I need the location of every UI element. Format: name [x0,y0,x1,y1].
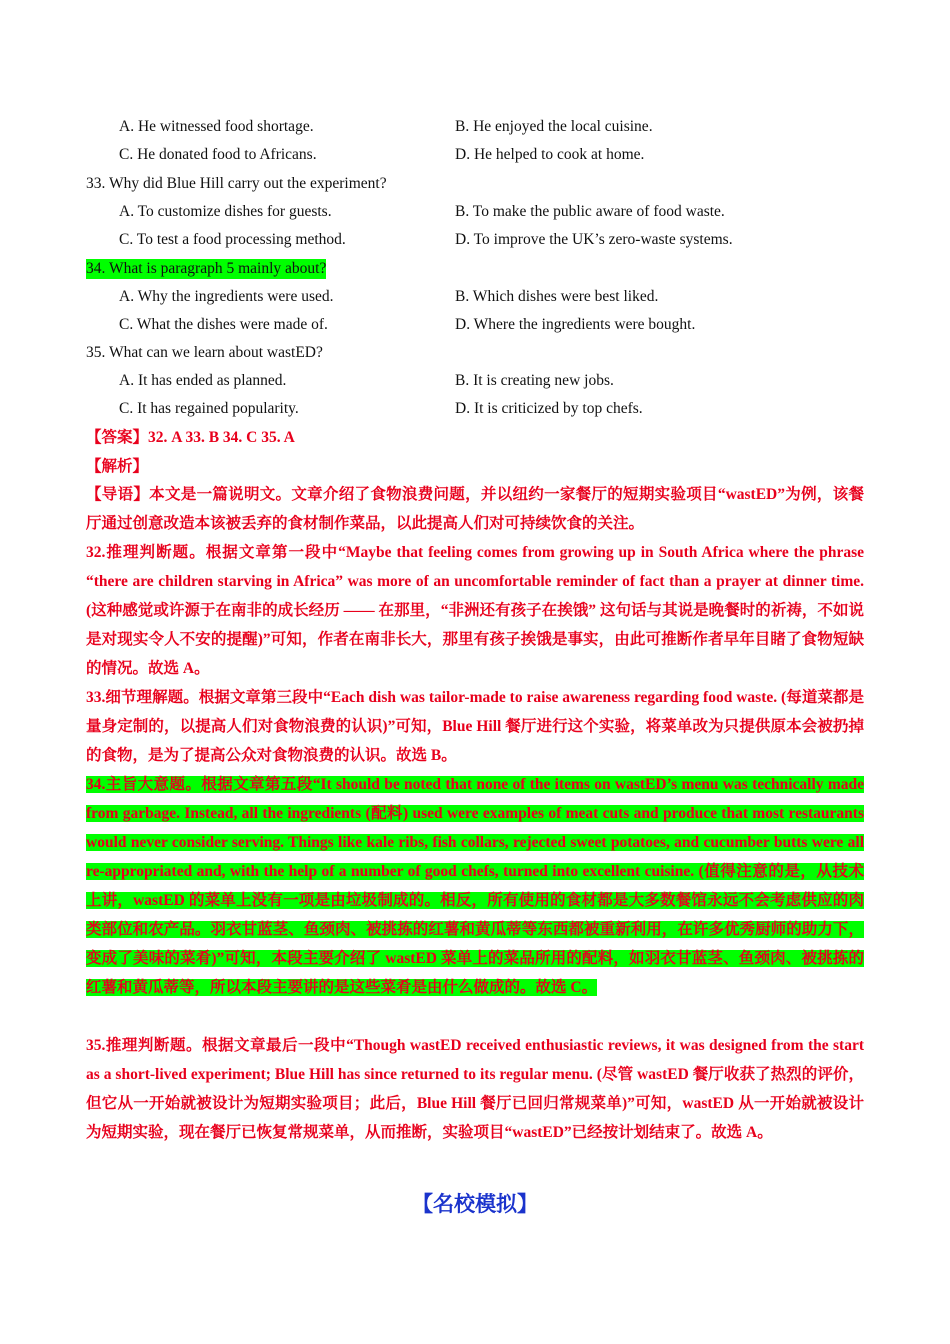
q32-option-a: A. He witnessed food shortage. [119,118,314,135]
q34-option-a: A. Why the ingredients were used. [119,288,334,305]
intro-paragraph: 【导语】本文是一篇说明文。文章介绍了食物浪费问题，并以纽约一家餐厅的短期实验项目“wastED”为例，该餐厅通过创意改造本该被丢弃的食材制作菜品，以此提高人们对可持续饮食的关注。 [86,486,864,532]
answer-line: 【答案】32. A 33. B 34. C 35. A [86,429,295,446]
q35-option-b: B. It is creating new jobs. [455,372,614,389]
q33-option-b: B. To make the public aware of food waste. [455,203,725,220]
q34-option-c: C. What the dishes were made of. [119,316,328,333]
explanation-32: 32.推理判断题。根据文章第一段中“Maybe that feeling comes from growing up in South Africa where the phrase “there are children starving in Africa” was more of an uncomfortable reminder of fact than a prayer at dinner time. (这种感觉或许源于在南非的成长经历 —— 在那里，“非洲还有孩子在挨饿” 这句话与其说是晚餐时的祈祷，不如说是对现实令人不安的提醒)”可知，作者在南非长大，那里有孩子挨饿是事实，由此可推断作者早年目睹了食物短缺的情况。故选 A。 [86,544,864,677]
q33-option-a: A. To customize dishes for guests. [119,203,332,220]
q32-option-c: C. He donated food to Africans. [119,146,317,163]
q35-question: 35. What can we learn about wastED? [86,344,323,361]
section-heading: 【名校模拟】 [412,1192,538,1216]
q32-option-d: D. He helped to cook at home. [455,146,645,163]
explanation-33: 33.细节理解题。根据文章第三段中“Each dish was tailor-made to raise awareness regarding food waste. (每道菜都是量身定制的，以提高人们对食物浪费的认识)”可知，Blue Hill 餐厅进行这个实验，将菜单改为只提供原本会被扔掉的食物，是为了提高公众对食物浪费的认识。故选 B。 [86,689,864,764]
analysis-label: 【解析】 [86,458,149,475]
q34-question: 34. What is paragraph 5 mainly about? [86,260,327,277]
q33-question: 33. Why did Blue Hill carry out the experiment? [86,175,387,192]
q32-option-b: B. He enjoyed the local cuisine. [455,118,653,135]
q35-option-c: C. It has regained popularity. [119,400,299,417]
q34-option-d: D. Where the ingredients were bought. [455,316,696,333]
q35-option-d: D. It is criticized by top chefs. [455,400,643,417]
q33-option-c: C. To test a food processing method. [119,231,346,248]
explanation-34 [86,770,864,1002]
q34-option-b: B. Which dishes were best liked. [455,288,659,305]
q33-option-d: D. To improve the UK’s zero-waste systems. [455,231,733,248]
explanation-34-text: 34.主旨大意题。根据文章第五段“It should be noted that none of the items on wastED’s menu was technically made from garbage. Instead, all the ingredients (配料) used were examples of meat cuts and produce that most restaurants would never consider serving. Things like kale ribs, fish collars, rejected sweet potatoes, and cucumber butts were all re-appropriated and, with the help of a number of good chefs, turned into excellent cuisine. (值得注意的是，从技术上讲，wastED 的菜单上没有一项是由垃圾制成的。相反，所有使用的食材都是大多数餐馆永远不会考虑供应的肉类部位和农产品。羽衣甘蓝茎、鱼颈肉、被挑拣的红薯和黄瓜蒂等东西都被重新利用，在许多优秀厨师的助力下，变成了美味的菜肴)”可知，本段主要介绍了 wastED 菜单上的菜品所用的配料，如羽衣甘蓝茎、鱼颈肉、被挑拣的红薯和黄瓜蒂等，所以本段主要讲的是这些菜肴是由什么做成的。故选 C。 [86,776,864,996]
q35-option-a: A. It has ended as planned. [119,372,287,389]
explanation-35: 35.推理判断题。根据文章最后一段中“Though wastED received enthusiastic reviews, it was designed from the start as a short-lived experiment; Blue Hill has since returned to its regular menu. (尽管 wastED 餐厅收获了热烈的评价，但它从一开始就被设计为短期实验项目；此后，Blue Hill 餐厅已回归常规菜单)”可知，wastED 从一开始就被设计为短期实验，现在餐厅已恢复常规菜单，从而推断，实验项目“wastED”已经按计划结束了。故选 A。 [86,1037,864,1141]
